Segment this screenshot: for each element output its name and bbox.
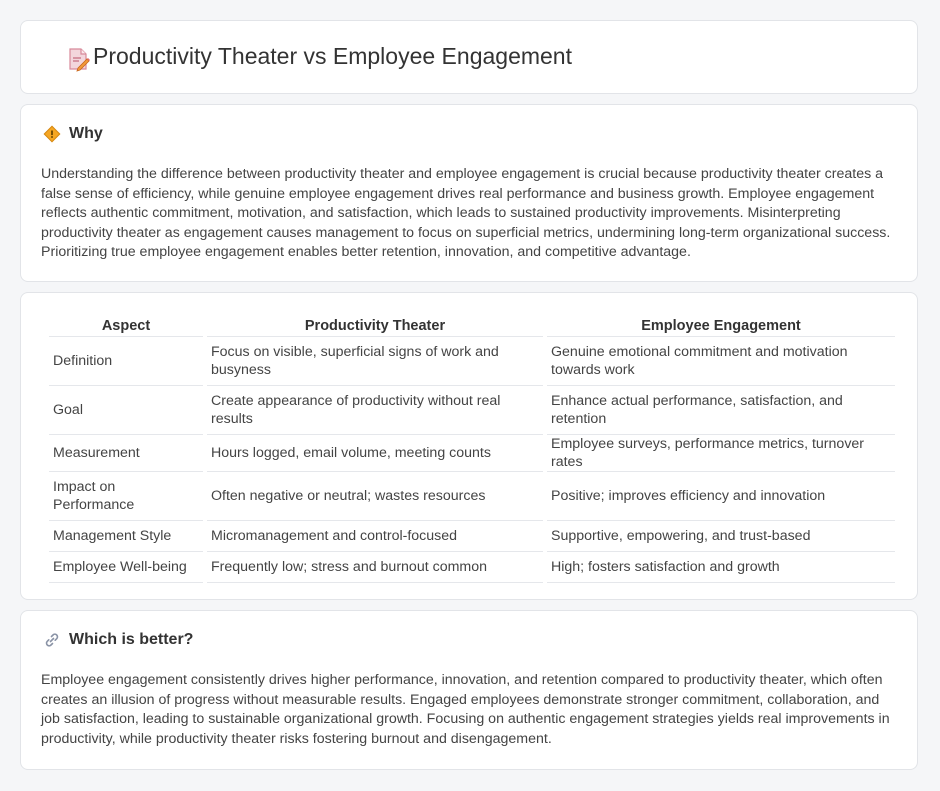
table-cell: Frequently low; stress and burnout common: [207, 552, 543, 583]
document-edit-icon: [65, 46, 91, 72]
table-cell: Measurement: [49, 435, 203, 472]
table-cell: Create appearance of productivity without real results: [207, 386, 543, 435]
table-cell: Positive; improves efficiency and innovation: [547, 472, 895, 521]
table-cell: Goal: [49, 386, 203, 435]
table-cell: Enhance actual performance, satisfaction, and retention: [547, 386, 895, 435]
better-heading: Which is better?: [69, 631, 194, 648]
table-row: [49, 386, 895, 435]
table-cell: Employee Well-being: [49, 552, 203, 583]
why-body: Understanding the difference between productivity theater and employee engagement is crucial because productivity theater creates a false sense of efficiency, while genuine employee engagement drives real performance and business growth. Employee engagement reflects authentic commitment, motivation, and satisfaction, which leads to sustained productivity improvements. Misinterpreting productivity theater as engagement causes management to focus on superficial metrics, undermining long-term organizational success. Prioritizing true employee engagement enables better retention, innovation, and competitive advantage.: [41, 166, 891, 261]
table-cell: Hours logged, email volume, meeting counts: [207, 435, 543, 472]
better-body: Employee engagement consistently drives higher performance, innovation, and retention compared to productivity theater, which often creates an illusion of progress without measurable results. Engaged employees demonstrate stronger commitment, collaboration, and job satisfaction, leading to sustainable organizational growth. Focusing on authentic engagement strategies yields real improvements in productivity, while productivity theater risks fostering burnout and disengagement.: [41, 672, 890, 747]
table-cell: Supportive, empowering, and trust-based: [547, 521, 895, 552]
title-card: [20, 20, 918, 94]
better-heading-row: [43, 631, 193, 649]
table-cell: High; fosters satisfaction and growth: [547, 552, 895, 583]
table-header-row: [49, 313, 895, 337]
table-row: [49, 435, 895, 472]
why-heading-row: [43, 125, 103, 143]
column-header: Aspect: [49, 313, 203, 337]
why-section: [20, 104, 918, 282]
comparison-table: [45, 313, 899, 583]
column-header: Employee Engagement: [547, 313, 895, 337]
link-icon: [43, 631, 61, 649]
table-cell: Employee surveys, performance metrics, turnover rates: [547, 435, 895, 472]
table-cell: Management Style: [49, 521, 203, 552]
table-cell: Definition: [49, 337, 203, 386]
table-row: [49, 521, 895, 552]
table-row: [49, 552, 895, 583]
table-cell: Impact on Performance: [49, 472, 203, 521]
page-title: Productivity Theater vs Employee Engagement: [93, 43, 572, 69]
table-cell: Focus on visible, superficial signs of work and busyness: [207, 337, 543, 386]
warning-diamond-icon: [43, 125, 61, 143]
table-cell: Genuine emotional commitment and motivation towards work: [547, 337, 895, 386]
comparison-section: [20, 292, 918, 600]
table-row: [49, 337, 895, 386]
better-section: [20, 610, 918, 770]
table-cell: Often negative or neutral; wastes resources: [207, 472, 543, 521]
why-heading: Why: [69, 125, 103, 142]
table-cell: Micromanagement and control-focused: [207, 521, 543, 552]
column-header: Productivity Theater: [207, 313, 543, 337]
table-row: [49, 472, 895, 521]
